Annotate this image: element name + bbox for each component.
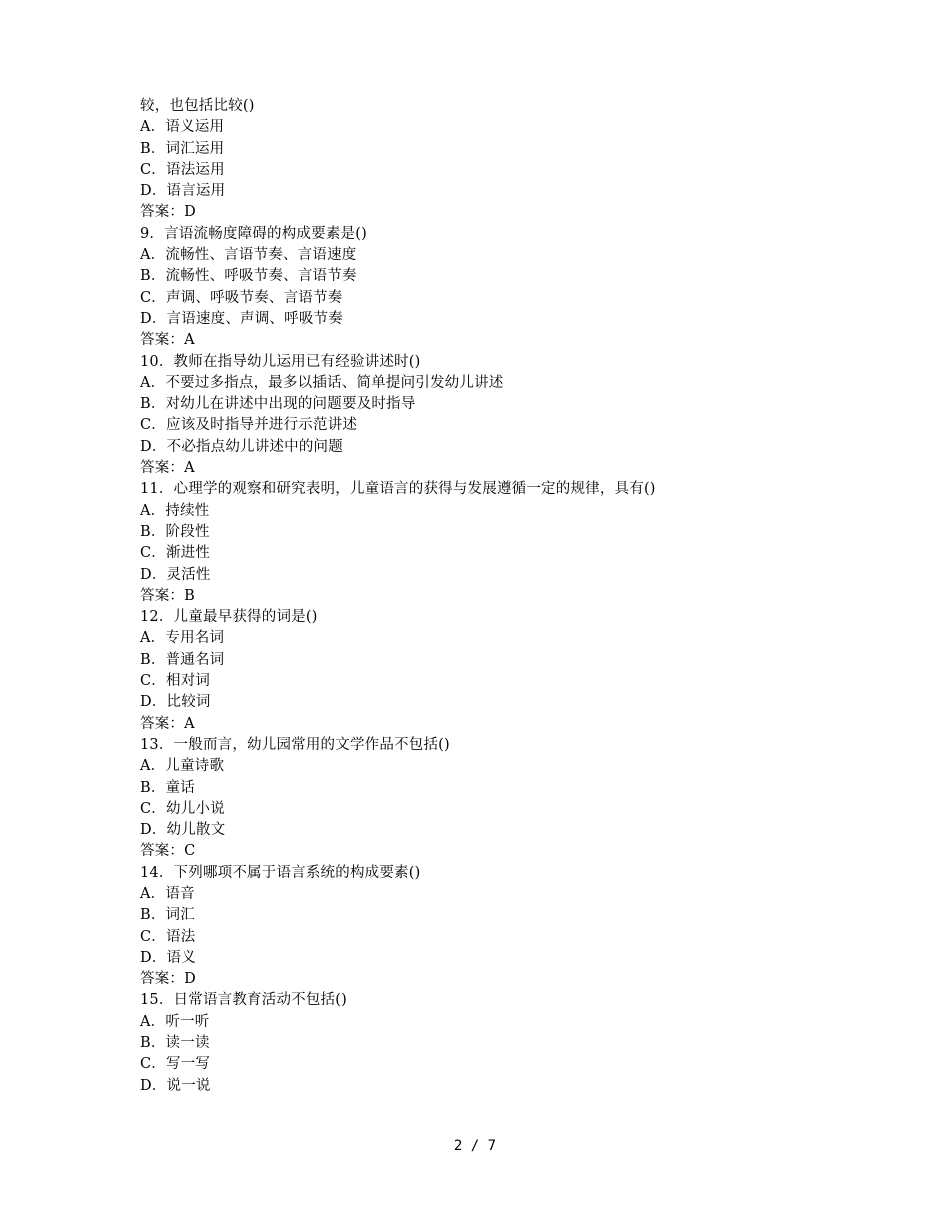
- option-d: D．不必指点幼儿讲述中的问题: [140, 438, 343, 455]
- answer: 答案：B: [140, 587, 195, 604]
- question-11: 11．心理学的观察和研究表明，儿童语言的获得与发展遵循一定的规律，具有(): [140, 481, 656, 498]
- option-b: B．词汇: [140, 907, 195, 924]
- question-continuation: 较，也包括比较(): [140, 98, 255, 114]
- option-a: A．语音: [140, 885, 195, 902]
- option-b: B．童话: [140, 779, 195, 796]
- question-12: 12．儿童最早获得的词是(): [140, 609, 318, 626]
- option-a: A．专用名词: [140, 630, 225, 647]
- question-14: 14．下列哪项不属于语言系统的构成要素(): [140, 864, 421, 881]
- answer: 答案：A: [140, 715, 195, 732]
- option-a: A．语义运用: [140, 119, 225, 136]
- question-15: 15．日常语言教育活动不包括(): [140, 992, 347, 1009]
- question-13: 13．一般而言，幼儿园常用的文学作品不包括(): [140, 736, 450, 753]
- question-10: 10．教师在指导幼儿运用已有经验讲述时(): [140, 353, 421, 370]
- option-a: A．持续性: [140, 502, 210, 519]
- option-b: B．读一读: [140, 1035, 210, 1052]
- option-b: B．阶段性: [140, 523, 210, 540]
- option-d: D．说一说: [140, 1077, 211, 1094]
- answer: 答案：D: [140, 204, 196, 221]
- option-a: A．听一听: [140, 1013, 210, 1030]
- answer: 答案：A: [140, 332, 195, 349]
- option-d: D．比较词: [140, 694, 211, 711]
- option-b: B．流畅性、呼吸节奏、言语节奏: [140, 268, 357, 285]
- option-c: C．语法运用: [140, 161, 225, 178]
- option-c: C．相对词: [140, 673, 211, 690]
- option-d: D．言语速度、声调、呼吸节奏: [140, 310, 343, 327]
- option-c: C．渐进性: [140, 545, 211, 562]
- option-a: A．儿童诗歌: [140, 758, 225, 775]
- document-body: [140, 96, 880, 1097]
- option-a: A．不要过多指点，最多以插话、简单提问引发幼儿讲述: [140, 374, 504, 391]
- question-9: 9．言语流畅度障碍的构成要素是(): [140, 225, 367, 242]
- answer: 答案：A: [140, 460, 195, 477]
- option-c: C．声调、呼吸节奏、言语节奏: [140, 289, 343, 306]
- option-d: D．幼儿散文: [140, 822, 226, 839]
- option-c: C．写一写: [140, 1056, 211, 1073]
- option-b: B．词汇运用: [140, 140, 225, 157]
- option-d: D．灵活性: [140, 566, 211, 583]
- option-d: D．语言运用: [140, 183, 226, 200]
- option-b: B．对幼儿在讲述中出现的问题要及时指导: [140, 396, 416, 413]
- option-d: D．语义: [140, 949, 196, 966]
- answer: 答案：C: [140, 843, 196, 860]
- option-a: A．流畅性、言语节奏、言语速度: [140, 247, 357, 264]
- option-c: C．语法: [140, 928, 196, 945]
- option-b: B．普通名词: [140, 651, 225, 668]
- option-c: C．幼儿小说: [140, 800, 225, 817]
- answer: 答案：D: [140, 971, 196, 988]
- page-number: 2 / 7: [453, 1138, 497, 1154]
- option-c: C．应该及时指导并进行示范讲述: [140, 417, 358, 434]
